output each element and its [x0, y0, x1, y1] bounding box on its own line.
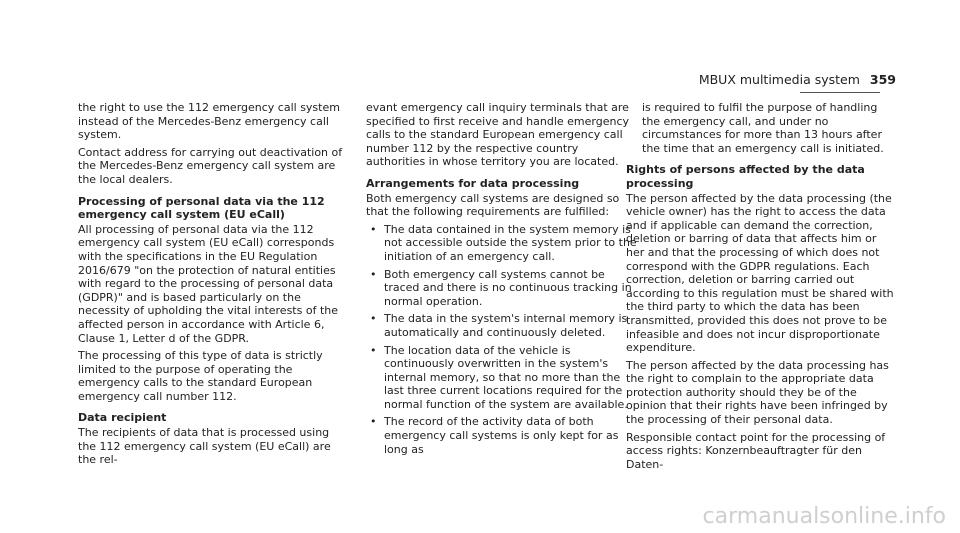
list-item: • The data in the system's internal memory is automatically and continuously deleted. [366, 312, 638, 339]
paragraph: The processing of this type of data is strictly limited to the purpose of operating the emergency calls to the standard European emergency call number 112. [78, 349, 323, 403]
paragraph: Responsible contact point for the processing of access rights: Konzernbeauftragter für den Daten- [626, 430, 886, 471]
list-item: • The data contained in the system memory is not accessible outside the system prior to the initiation of an emergency call. [366, 223, 638, 264]
column-middle [366, 101, 638, 460]
list-item: • Both emergency call systems cannot be traced and there is no continuous tracking in normal operation. [366, 268, 638, 309]
list-item: • The location data of the vehicle is continuously overwritten in the system's internal memory, so that no more than the last three current locations required for the normal function of the system are available. [366, 344, 638, 412]
header-rule [800, 92, 880, 93]
section-heading: Arrangements for data processing [366, 176, 580, 190]
paragraph: Both emergency call systems are designed so that the following requirements are fulfilled: [366, 191, 620, 219]
paragraph: the right to use the 112 emergency call system instead of the Mercedes-Benz emergency call system. [78, 101, 340, 142]
section-heading: Data recipient [78, 411, 167, 425]
page-number: 359 [869, 72, 896, 87]
watermark: carmanualsonline.info [702, 504, 946, 529]
paragraph: The recipients of data that is processed using the 112 emergency call system (EU eCall) are the rel- [78, 426, 331, 467]
column-right [626, 101, 898, 475]
paragraph: Contact address for carrying out deactivation of the Mercedes-Benz emergency call system are the local dealers. [78, 145, 343, 186]
list-item: • The record of the activity data of both emergency call systems is only kept for as long as [366, 415, 638, 456]
paragraph: The person affected by the data processing (the vehicle owner) has the right to access the data and if applicable can demand the correction, deletion or barring of data that affects him or her and that the processing of which does not correspond with the GDPR regulations. Each correction, deletion or barring carried out according to this regulation must be shared with the third party to which the data has been transmitted, provided this does not prove to be infeasible and does not incur disproportionate expenditure. [626, 191, 894, 355]
section-title: MBUX multimedia system [698, 72, 860, 87]
page-header [699, 72, 896, 87]
paragraph: evant emergency call inquiry terminals that are specified to first receive and handle emergency calls to the standard European emergency call number 112 by the respective country authorities in whose territory you are located. [366, 101, 630, 169]
requirements-list [366, 223, 638, 457]
column-left [78, 101, 350, 471]
section-heading: Processing of personal data via the 112 emergency call system (EU eCall) [78, 194, 325, 222]
section-heading: Rights of persons affected by the data processing [626, 163, 865, 190]
paragraph: The person affected by the data processing has the right to complain to the appropriate data protection authority should they be of the opinion that their rights have been infringed by the processing of their personal data. [626, 358, 889, 427]
paragraph: is required to fulfil the purpose of handling the emergency call, and under no circumstances for more than 13 hours after the time that an emergency call is initiated. [642, 101, 884, 155]
paragraph: All processing of personal data via the 112 emergency call system (EU eCall) corresponds with the specifications in the EU Regulation 2016/679 "on the protection of natural entities with regard to the processing of personal data (GDPR)" and is based particularly on the necessity of upholding the vital interests of the affected person in accordance with Article 6, Clause 1, Letter d of the GDPR. [78, 222, 338, 345]
